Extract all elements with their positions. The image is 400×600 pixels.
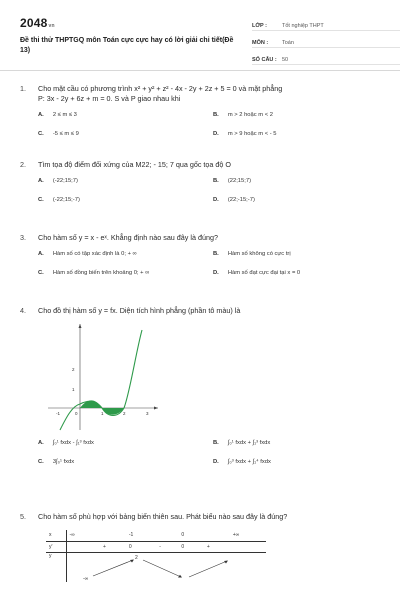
question-text: 1. Cho mặt cầu có phương trình x² + y² + z² - 4x - 2y + 2z + 5 = 0 và mặt phẳng P: 3x - 2y + 6z + m = 0. S và P giao nhau khi bbox=[20, 84, 283, 103]
y-value-label: 2 bbox=[134, 554, 138, 561]
meta-label: LỚP : bbox=[252, 23, 267, 29]
question-text: 4. Cho đồ thị hàm số y = fx. Diện tích hình phẳng (phần tô màu) là bbox=[20, 306, 241, 315]
y-axis-arrow bbox=[79, 324, 82, 328]
table-cell bbox=[100, 530, 126, 541]
option-d[interactable]: D. Hàm số đạt cực đại tại x = 0 bbox=[213, 270, 301, 276]
table-cell bbox=[204, 530, 230, 541]
table-cell: + bbox=[204, 541, 230, 552]
x-tick-label: 1 bbox=[101, 411, 104, 416]
table-cell: 0 bbox=[178, 530, 203, 541]
graph-svg bbox=[48, 322, 248, 432]
question-3 bbox=[20, 233, 382, 295]
increase-arrow bbox=[93, 560, 133, 576]
x-tick-label: -1 bbox=[56, 411, 61, 416]
option-a[interactable]: A. ∫₀¹ fxdx - ∫₁³ fxdx bbox=[38, 440, 94, 446]
option-b[interactable]: B. (22;15;7) bbox=[213, 178, 252, 184]
increase-arrow bbox=[189, 561, 227, 577]
table-cell: x bbox=[46, 530, 66, 541]
option-a[interactable]: A. Hàm số có tập xác định là 0; + ∞ bbox=[38, 251, 137, 257]
table-cell: -1 bbox=[126, 530, 156, 541]
option-d[interactable]: D. m > 9 hoặc m < - 5 bbox=[213, 131, 277, 137]
question-number: 3. bbox=[20, 233, 26, 242]
meta-row-subject bbox=[252, 34, 400, 48]
table-cell: y bbox=[46, 552, 66, 582]
question-text: 3. Cho hàm số y = x - eˣ. Khẳng định nào sau đây là đúng? bbox=[20, 233, 218, 242]
function-graph bbox=[48, 322, 248, 432]
y-tick-label: 2 bbox=[72, 367, 75, 372]
option-b[interactable]: B. m > 2 hoặc m < 2 bbox=[213, 112, 273, 118]
table-cell: -∞ bbox=[66, 530, 100, 541]
option-b[interactable]: B. ∫₀¹ fxdx + ∫₁³ fxdx bbox=[213, 440, 271, 446]
option-c[interactable]: C. -5 ≤ m ≤ 9 bbox=[38, 131, 79, 137]
meta-row-class bbox=[252, 17, 400, 31]
site-logo[interactable]: 2048vn bbox=[20, 16, 55, 30]
option-a[interactable]: A. 2 ≤ m ≤ 3 bbox=[38, 112, 77, 118]
variation-arrows bbox=[67, 553, 263, 583]
exam-meta bbox=[252, 17, 400, 68]
meta-value: Tốt nghiệp THPT bbox=[282, 23, 324, 29]
question-5 bbox=[20, 512, 382, 582]
y-value-label: -∞ bbox=[82, 575, 88, 582]
x-tick-label: 2 bbox=[123, 411, 126, 416]
option-c[interactable]: C. 3∫₀¹ fxdx bbox=[38, 459, 75, 465]
decrease-arrow bbox=[143, 560, 181, 577]
table-cell: 0 bbox=[178, 541, 203, 552]
table-cell: y' bbox=[46, 541, 66, 552]
x-tick-label: 3 bbox=[146, 411, 149, 416]
meta-value: 50 bbox=[282, 57, 289, 63]
option-d[interactable]: D. (22;-15;-7) bbox=[213, 197, 255, 203]
meta-value: Toán bbox=[282, 40, 294, 46]
table-cell bbox=[156, 530, 178, 541]
derivative-row bbox=[46, 541, 266, 552]
table-cell: + bbox=[100, 541, 126, 552]
x-row bbox=[46, 530, 266, 541]
variation-arrows-cell bbox=[66, 552, 266, 582]
option-d[interactable]: D. ∫₀³ fxdx + ∫₁⁴ fxdx bbox=[213, 459, 271, 465]
table-cell: 0 bbox=[126, 541, 156, 552]
table-cell bbox=[66, 541, 100, 552]
option-a[interactable]: A. (-22;15;7) bbox=[38, 178, 78, 184]
answer-options bbox=[20, 112, 382, 156]
meta-label: MÔN : bbox=[252, 40, 269, 46]
x-tick-label: 0 bbox=[75, 411, 78, 416]
answer-options bbox=[20, 178, 382, 222]
table-cell bbox=[230, 541, 266, 552]
option-b[interactable]: B. Hàm số không có cực trị bbox=[213, 251, 291, 257]
question-4 bbox=[20, 306, 382, 484]
question-text: 2. Tìm tọa độ điểm đối xứng của M22; - 15; 7 qua gốc tọa độ O bbox=[20, 160, 231, 169]
table-cell: - bbox=[156, 541, 178, 552]
question-number: 1. bbox=[20, 84, 26, 93]
exam-title: Đề thi thử THPTGQ môn Toán cực cực hay có lời giải chi tiết(Đề 13) bbox=[20, 37, 234, 54]
question-1 bbox=[20, 84, 382, 156]
question-number: 5. bbox=[20, 512, 26, 521]
header-divider bbox=[0, 70, 400, 71]
variation-table bbox=[46, 530, 266, 582]
document-header bbox=[20, 12, 380, 68]
meta-row-count bbox=[252, 51, 400, 65]
meta-label: SỐ CÂU : bbox=[252, 57, 277, 63]
x-axis-arrow bbox=[154, 407, 158, 410]
y-tick-label: 1 bbox=[72, 387, 75, 392]
y-row bbox=[46, 552, 266, 582]
answer-options bbox=[20, 251, 382, 295]
question-number: 2. bbox=[20, 160, 26, 169]
option-c[interactable]: C. Hàm số đồng biến trên khoảng 0; + ∞ bbox=[38, 270, 150, 276]
table-cell: +∞ bbox=[230, 530, 266, 541]
question-text: 5. Cho hàm số phù hợp với bảng biến thiên sau. Phát biểu nào sau đây là đúng? bbox=[20, 512, 288, 521]
question-2 bbox=[20, 160, 382, 222]
answer-options bbox=[20, 440, 382, 484]
question-number: 4. bbox=[20, 306, 26, 315]
shaded-region-2 bbox=[102, 408, 124, 415]
option-c[interactable]: C. (-22;15;-7) bbox=[38, 197, 80, 203]
